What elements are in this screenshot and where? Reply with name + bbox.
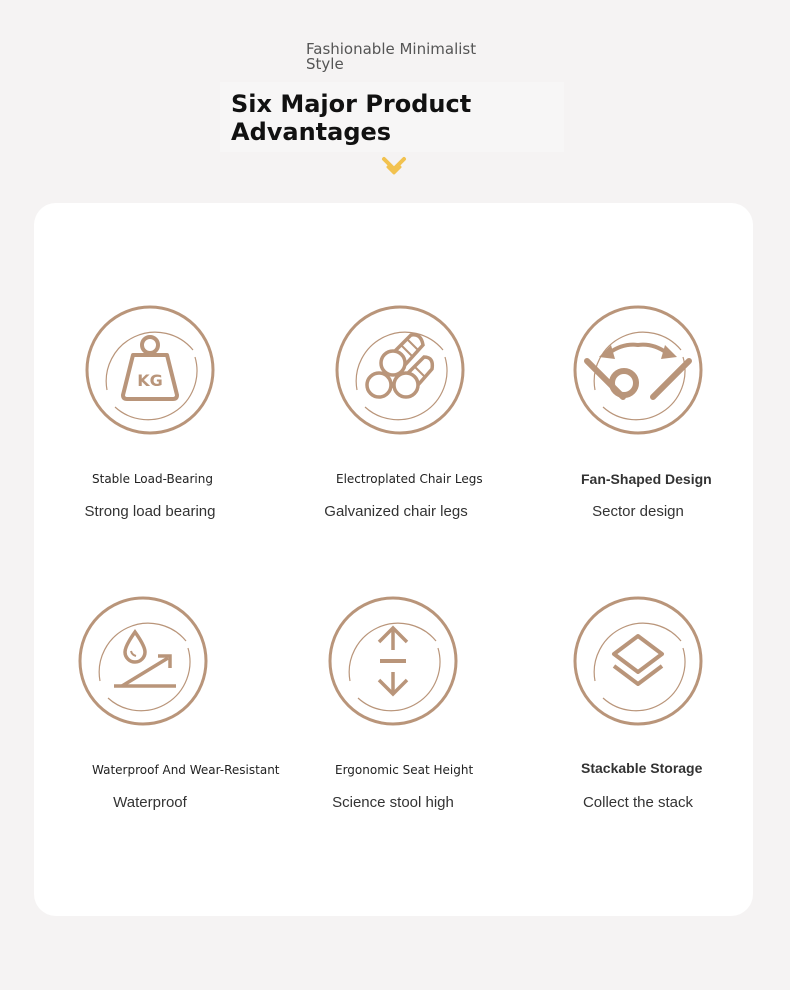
section-eyebrow: Fashionable Minimalist Style [306, 40, 477, 73]
chevron-down-icon [381, 156, 407, 178]
feature-title: Electroplated Chair Legs [336, 472, 483, 486]
feature-title: Ergonomic Seat Height [335, 763, 474, 777]
advantages-card [34, 203, 753, 916]
stack-icon [573, 596, 703, 726]
waterproof-icon [78, 596, 208, 726]
seat-height-icon [328, 596, 458, 726]
feature-title: Stable Load-Bearing [92, 472, 213, 486]
feature-title: Waterproof And Wear-Resistant [92, 763, 280, 777]
chair-legs-icon [335, 305, 465, 435]
fan-shape-icon [573, 305, 703, 435]
page-title: Six Major Product Advantages [231, 90, 472, 146]
feature-subtitle: Galvanized chair legs [324, 503, 468, 520]
feature-subtitle: Collect the stack [582, 794, 694, 811]
feature-subtitle: Sector design [592, 503, 684, 520]
svg-text:KG: KG [137, 371, 163, 390]
feature-subtitle: Science stool high [332, 794, 454, 811]
feature-subtitle: Strong load bearing [84, 503, 216, 520]
feature-subtitle: Waterproof [113, 794, 187, 811]
feature-title: Fan-Shaped Design [581, 471, 712, 487]
feature-title: Stackable Storage [581, 760, 703, 776]
weight-kg-icon [85, 305, 215, 435]
